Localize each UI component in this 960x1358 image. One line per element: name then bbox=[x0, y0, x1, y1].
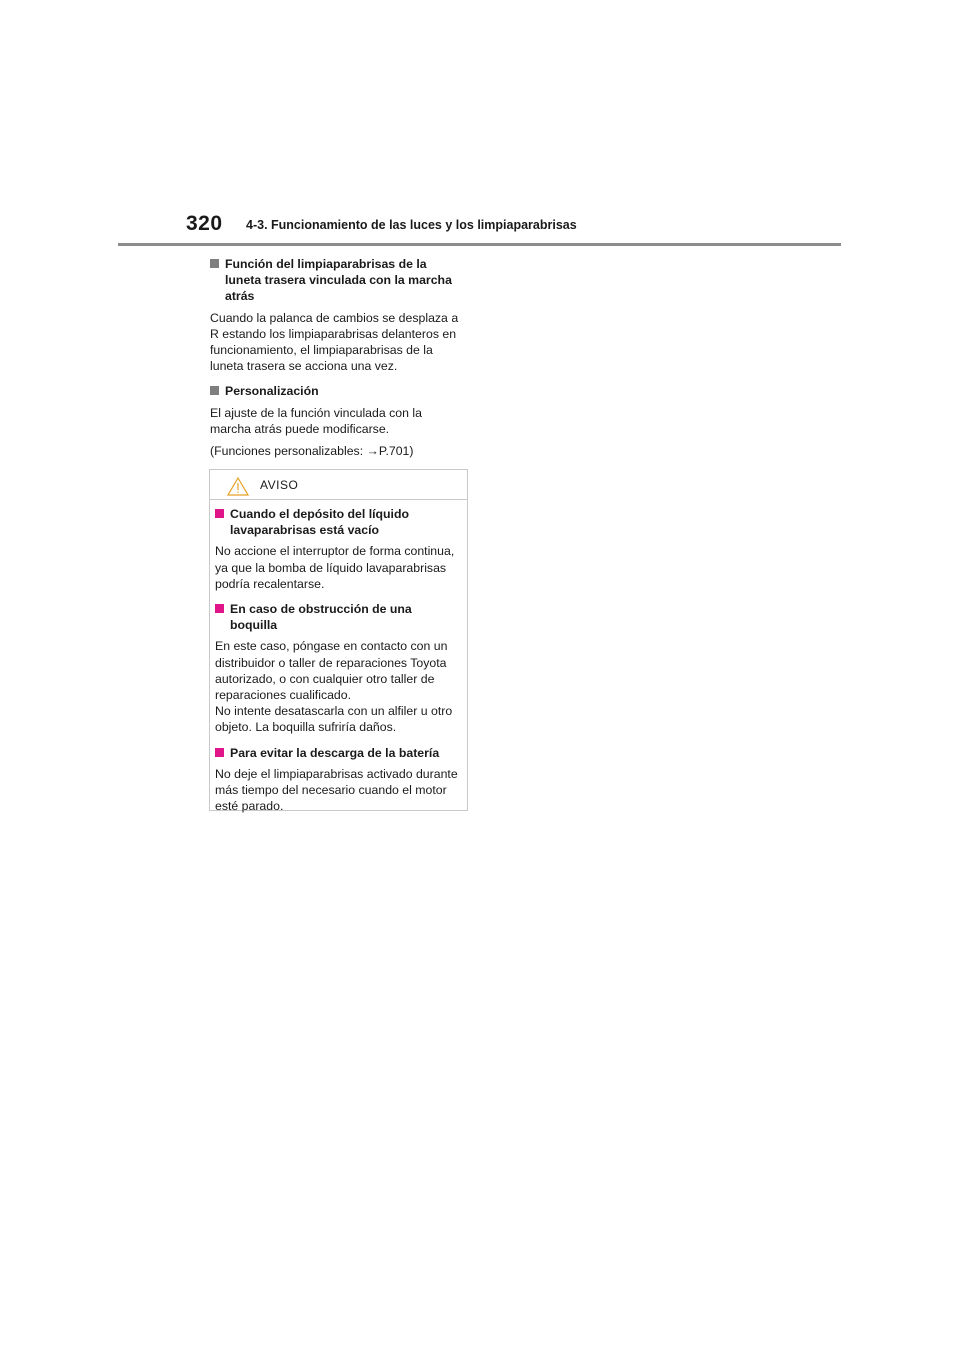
paragraph: No intente desatascarla con un alfiler u otro objeto. La boquilla sufriría daños. bbox=[215, 704, 453, 735]
warning-box bbox=[209, 469, 468, 814]
warning-header bbox=[210, 470, 467, 500]
paragraph: El ajuste de la función vinculada con la marcha atrás puede modificarse. bbox=[210, 405, 422, 436]
paragraph: Cuando la palanca de cambios se desplaza a R estando los limpiaparabrisas delanteros en funcionamiento, el limpiaparabrisas de la luneta trasera se acciona una vez. bbox=[210, 310, 459, 374]
section-heading-personalization: Personalización bbox=[210, 383, 466, 399]
warning-body bbox=[210, 500, 467, 814]
cross-reference-link[interactable]: (Funciones personalizables: →P.701) bbox=[210, 444, 414, 459]
paragraph: No deje el limpiaparabrisas activado durante más tiempo del necesario cuando el motor esté parado. bbox=[215, 766, 458, 814]
main-column bbox=[210, 256, 466, 459]
warning-heading-empty-tank: Cuando el depósito del líquido lavaparabrisas está vacío bbox=[215, 506, 461, 538]
warning-triangle-icon bbox=[227, 477, 249, 496]
section-heading-rear-wiper: Función del limpiaparabrisas de la luneta trasera vinculada con la marcha atrás bbox=[210, 256, 466, 305]
paragraph: En este caso, póngase en contacto con un distribuidor o taller de reparaciones Toyota autorizado, o con cualquier otro taller de reparaciones cualificado. bbox=[215, 639, 448, 703]
square-bullet-icon bbox=[210, 259, 219, 268]
warning-heading-battery: Para evitar la descarga de la batería bbox=[215, 745, 461, 761]
square-bullet-icon bbox=[215, 509, 224, 518]
warning-heading-nozzle: En caso de obstrucción de una boquilla bbox=[215, 601, 461, 633]
header-rule bbox=[118, 243, 841, 246]
section-title: 4-3. Funcionamiento de las luces y los limpiaparabrisas bbox=[246, 218, 577, 232]
square-bullet-icon bbox=[215, 604, 224, 613]
page-number: 320 bbox=[186, 212, 223, 235]
square-bullet-icon bbox=[215, 748, 224, 757]
warning-label: AVISO bbox=[260, 478, 299, 492]
paragraph: No accione el interruptor de forma continua, ya que la bomba de líquido lavaparabrisas podría recalentarse. bbox=[215, 544, 455, 591]
square-bullet-icon bbox=[210, 386, 219, 395]
